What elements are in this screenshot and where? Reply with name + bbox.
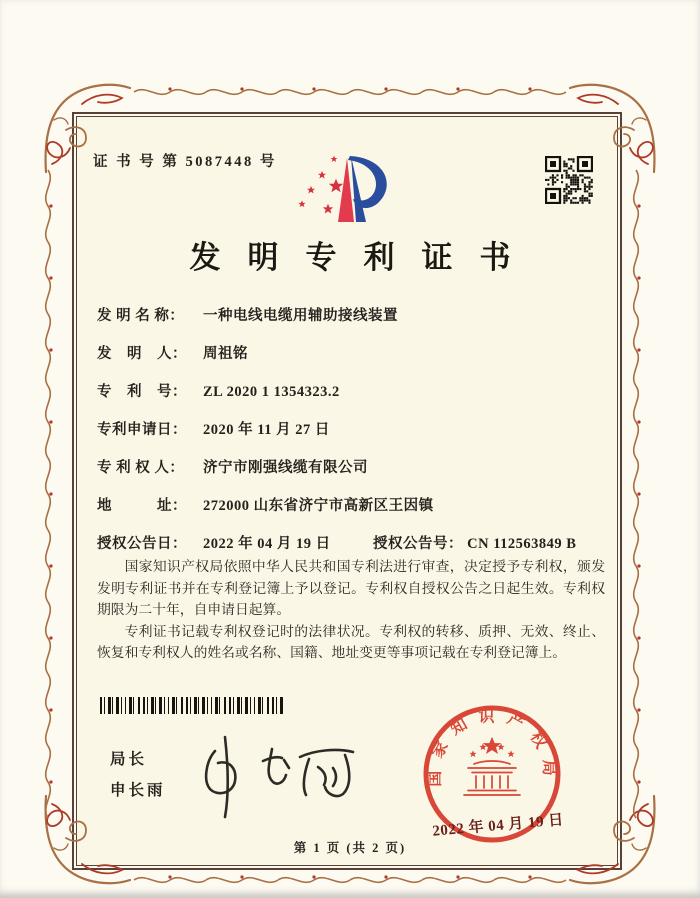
certificate-number: 证 书 号 第 5087448 号 xyxy=(93,154,277,170)
certificate-title: 发明专利证书 xyxy=(189,240,538,275)
field-value: 济宁市刚强线缆有限公司 xyxy=(203,460,368,476)
field-label: 专 利 号： xyxy=(97,384,187,400)
seal-date-stamp: 2022 年 04 月 19 日 xyxy=(431,812,565,840)
field-label: 授权公告号： xyxy=(373,536,463,552)
signature-handwriting xyxy=(185,731,380,823)
officer-title: 局长 xyxy=(110,751,148,768)
field-address xyxy=(97,496,577,534)
page-footer: 第 1 页 (共 2 页) xyxy=(293,841,407,855)
field-label: 发 明 名 称： xyxy=(97,308,185,324)
legal-paragraph-1: 国家知识产权局依照中华人民共和国专利法进行审查，决定授予专利权，颁发发明专利证书并在专利登记簿上予以登记。专利权自授权公告之日起生效。专利权期限为二十年，自申请日起算。 xyxy=(97,559,605,617)
field-invention-name xyxy=(97,306,577,344)
field-value: 周祖铭 xyxy=(203,346,248,362)
field-label: 发 明 人： xyxy=(97,346,187,362)
officer-name: 申长雨 xyxy=(110,782,166,799)
qr-code xyxy=(545,156,593,204)
field-value: CN 112563849 B xyxy=(467,536,577,552)
barcode xyxy=(100,697,283,714)
field-filing-date xyxy=(97,420,577,458)
legal-paragraph-2: 专利证书记载专利权登记时的法律状况。专利权的转移、质押、无效、终止、恢复和专利权人的姓名或名称、国籍、地址变更等事项记载在专利登记簿上。 xyxy=(97,623,605,660)
certificate-fields xyxy=(97,306,577,572)
national-emblem xyxy=(464,737,520,795)
field-label: 地 址： xyxy=(97,498,187,514)
field-value: 2020 年 11 月 27 日 xyxy=(203,422,330,438)
cnipa-logo xyxy=(292,146,408,228)
field-label: 授权公告日： xyxy=(97,536,187,552)
field-patentee xyxy=(97,458,577,496)
field-label: 专 利 权 人： xyxy=(97,460,185,476)
field-value: ZL 2020 1 1354323.2 xyxy=(203,384,340,400)
field-value: 272000 山东省济宁市高新区王因镇 xyxy=(203,498,434,514)
field-value: 一种电线电缆用辅助接线装置 xyxy=(203,308,398,324)
field-patent-number xyxy=(97,382,577,420)
field-inventor xyxy=(97,344,577,382)
officer-block xyxy=(110,744,166,806)
field-value: 2022 年 04 月 19 日 xyxy=(203,536,331,552)
field-label: 专利申请日： xyxy=(97,422,187,438)
legal-paragraphs xyxy=(97,556,605,664)
seal-ring-text: 国家知识产权局 xyxy=(426,708,558,787)
